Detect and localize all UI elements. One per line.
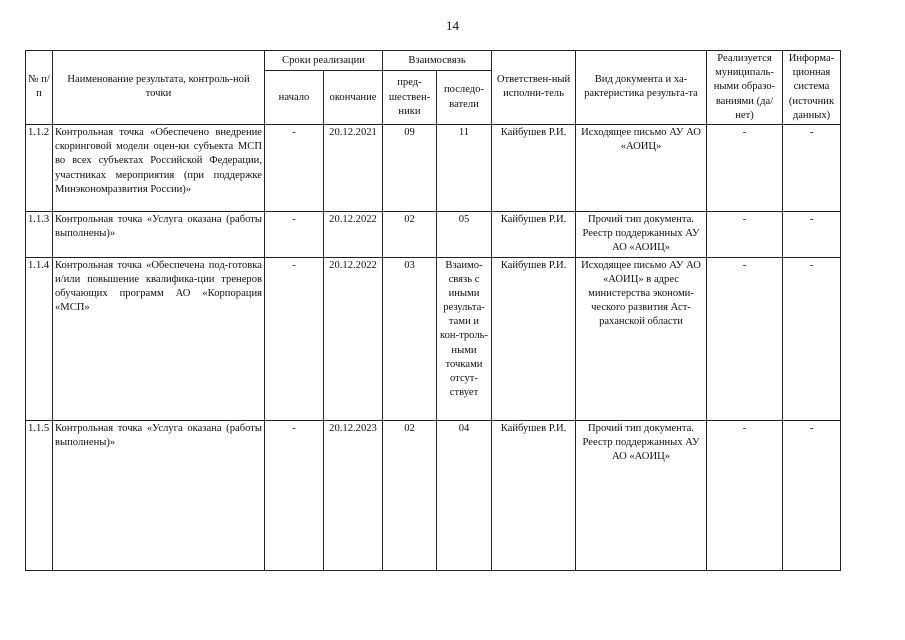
row-responsible: Кайбушев Р.И. bbox=[492, 124, 576, 211]
header-link: Взаимосвязь bbox=[383, 51, 492, 71]
header-info-system: Информа-ционная система (источник данных) bbox=[783, 51, 841, 125]
table-row bbox=[26, 124, 841, 211]
row-start: - bbox=[265, 257, 324, 420]
header-start: начало bbox=[265, 71, 324, 125]
header-municipal: Реализуется муниципаль-ными образо-ваниями (да/нет) bbox=[707, 51, 783, 125]
row-municipal: - bbox=[707, 211, 783, 257]
row-predecessors: 02 bbox=[383, 211, 437, 257]
header-row-1 bbox=[26, 51, 841, 71]
row-successors: 11 bbox=[437, 124, 492, 211]
row-successors: Взаимо-связь с иными результа-тами и кон-троль-ными точками отсут-ствует bbox=[437, 257, 492, 420]
table-row bbox=[26, 420, 841, 570]
row-predecessors: 02 bbox=[383, 420, 437, 570]
row-predecessors: 03 bbox=[383, 257, 437, 420]
row-start: - bbox=[265, 124, 324, 211]
table-row bbox=[26, 211, 841, 257]
row-num: 1.1.3 bbox=[26, 211, 53, 257]
row-end: 20.12.2023 bbox=[324, 420, 383, 570]
header-num: № п/п bbox=[26, 51, 53, 125]
row-doc-type: Прочий тип документа. Реестр поддержанных АУ АО «АОИЦ» bbox=[576, 211, 707, 257]
header-terms: Сроки реализации bbox=[265, 51, 383, 71]
row-end: 20.12.2021 bbox=[324, 124, 383, 211]
row-municipal: - bbox=[707, 124, 783, 211]
row-municipal: - bbox=[707, 257, 783, 420]
row-num: 1.1.2 bbox=[26, 124, 53, 211]
header-responsible: Ответствен-ный исполни-тель bbox=[492, 51, 576, 125]
row-name: Контрольная точка «Обеспечено внедрение скоринговой модели оцен-ки субъекта МСП во всех субъектах Российской Федерации, участниках мероприятия (при поддержке Минэкономразвития России)» bbox=[53, 124, 265, 211]
row-name: Контрольная точка «Услуга оказана (работы выполнены)» bbox=[53, 211, 265, 257]
row-successors: 04 bbox=[437, 420, 492, 570]
row-info-system: - bbox=[783, 257, 841, 420]
row-successors: 05 bbox=[437, 211, 492, 257]
row-end: 20.12.2022 bbox=[324, 257, 383, 420]
header-predecessors: пред-шествен-ники bbox=[383, 71, 437, 125]
control-points-table bbox=[25, 50, 841, 571]
row-doc-type: Прочий тип документа. Реестр поддержанных АУ АО «АОИЦ» bbox=[576, 420, 707, 570]
row-doc-type: Исходящее письмо АУ АО «АОИЦ» в адрес министерства экономи-ческого развития Аст-раханской области bbox=[576, 257, 707, 420]
row-responsible: Кайбушев Р.И. bbox=[492, 257, 576, 420]
row-start: - bbox=[265, 420, 324, 570]
page-number: 14 bbox=[446, 18, 459, 33]
row-num: 1.1.4 bbox=[26, 257, 53, 420]
row-name: Контрольная точка «Услуга оказана (работы выполнены)» bbox=[53, 420, 265, 570]
header-successors: последо-ватели bbox=[437, 71, 492, 125]
header-end: окончание bbox=[324, 71, 383, 125]
row-municipal: - bbox=[707, 420, 783, 570]
row-responsible: Кайбушев Р.И. bbox=[492, 211, 576, 257]
table-row bbox=[26, 257, 841, 420]
row-info-system: - bbox=[783, 124, 841, 211]
row-name: Контрольная точка «Обеспечена под-готовка и/или повышение квалифика-ции тренеров обучающих программ АО «Корпорация «МСП» bbox=[53, 257, 265, 420]
header-doc-type: Вид документа и ха-рактеристика результа-та bbox=[576, 51, 707, 125]
row-info-system: - bbox=[783, 211, 841, 257]
row-start: - bbox=[265, 211, 324, 257]
header-name: Наименование результата, контроль-ной точки bbox=[53, 51, 265, 125]
row-responsible: Кайбушев Р.И. bbox=[492, 420, 576, 570]
row-info-system: - bbox=[783, 420, 841, 570]
row-num: 1.1.5 bbox=[26, 420, 53, 570]
row-end: 20.12.2022 bbox=[324, 211, 383, 257]
row-predecessors: 09 bbox=[383, 124, 437, 211]
row-doc-type: Исходящее письмо АУ АО «АОИЦ» bbox=[576, 124, 707, 211]
